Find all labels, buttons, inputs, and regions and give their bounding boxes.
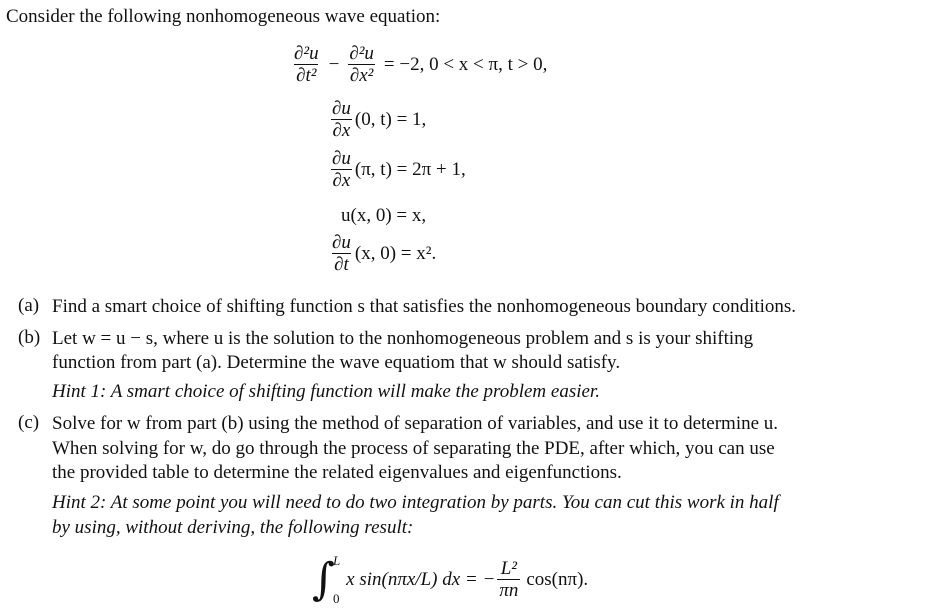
integral-sign: ∫ <box>312 554 335 605</box>
pde-space-derivative <box>347 44 376 87</box>
intro-text: Consider the following nonhomogeneous wave equation: <box>6 6 441 27</box>
integral-lower-limit: 0 <box>332 591 340 606</box>
part-b-line2: function from part (a). Determine the wave equatiom that w should satisfy. <box>52 352 621 373</box>
pde-equation <box>290 44 547 87</box>
pde-minus: − <box>328 54 340 76</box>
ic-velocity-rest: (x, 0) = x². <box>354 243 437 265</box>
integral-limits <box>333 553 340 607</box>
part-c-label: (c) <box>18 412 40 433</box>
ic-velocity-derivative <box>330 233 353 276</box>
bc-right-num: ∂u <box>332 148 351 169</box>
part-b-label: (b) <box>18 327 41 348</box>
bc-right-den: ∂x <box>332 169 351 191</box>
pde-t-num: ∂²u <box>294 43 319 64</box>
part-c-hint-line2: by using, without deriving, the following result: <box>52 517 414 538</box>
integral-frac-den: πn <box>499 579 519 601</box>
bc-right-derivative <box>330 149 353 192</box>
integral-fraction <box>497 559 520 602</box>
ic-velocity <box>328 233 436 276</box>
bc-left-den: ∂x <box>332 119 351 141</box>
part-b-hint: Hint 1: A smart choice of shifting function will make the problem easier. <box>52 381 600 402</box>
pde-time-derivative <box>292 44 321 87</box>
integral-integrand: x sin(nπx/L) dx = − <box>346 569 496 590</box>
integral-result <box>312 553 588 607</box>
part-c-line2: When solving for w, do go through the process of separating the PDE, after which, you can use <box>52 438 775 459</box>
bc-left-rest: (0, t) = 1, <box>354 109 427 131</box>
bc-left <box>328 99 426 142</box>
part-c-hint-line1: Hint 2: At some point you will need to do two integration by parts. You can cut this work in half <box>52 492 779 513</box>
integral-frac-num: L² <box>500 557 517 579</box>
pde-rhs: = −2, 0 < x < π, t > 0, <box>383 54 548 76</box>
ic-velocity-den: ∂t <box>334 253 349 275</box>
part-c-line1: Solve for w from part (b) using the method of separation of variables, and use it to determine u. <box>52 413 779 434</box>
bc-left-derivative <box>330 99 353 142</box>
part-c-line3: the provided table to determine the related eigenvalues and eigenfunctions. <box>52 462 622 483</box>
pde-t-den: ∂t² <box>296 64 317 86</box>
ic-velocity-num: ∂u <box>332 232 351 253</box>
bc-right-rest: (π, t) = 2π + 1, <box>354 159 466 181</box>
integral-upper-limit: L <box>332 553 341 568</box>
bc-right <box>328 149 466 192</box>
part-a-text: Find a smart choice of shifting function s that satisfies the nonhomogeneous boundary conditions. <box>52 296 797 317</box>
ic-displacement: u(x, 0) = x, <box>341 205 427 226</box>
part-b-line1: Let w = u − s, where u is the solution to the nonhomogeneous problem and s is your shifting <box>52 328 754 349</box>
bc-left-num: ∂u <box>332 98 351 119</box>
pde-x-num: ∂²u <box>349 43 374 64</box>
part-a-label: (a) <box>18 295 40 316</box>
pde-x-den: ∂x² <box>349 64 374 86</box>
integral-tail: cos(nπ). <box>526 569 589 590</box>
